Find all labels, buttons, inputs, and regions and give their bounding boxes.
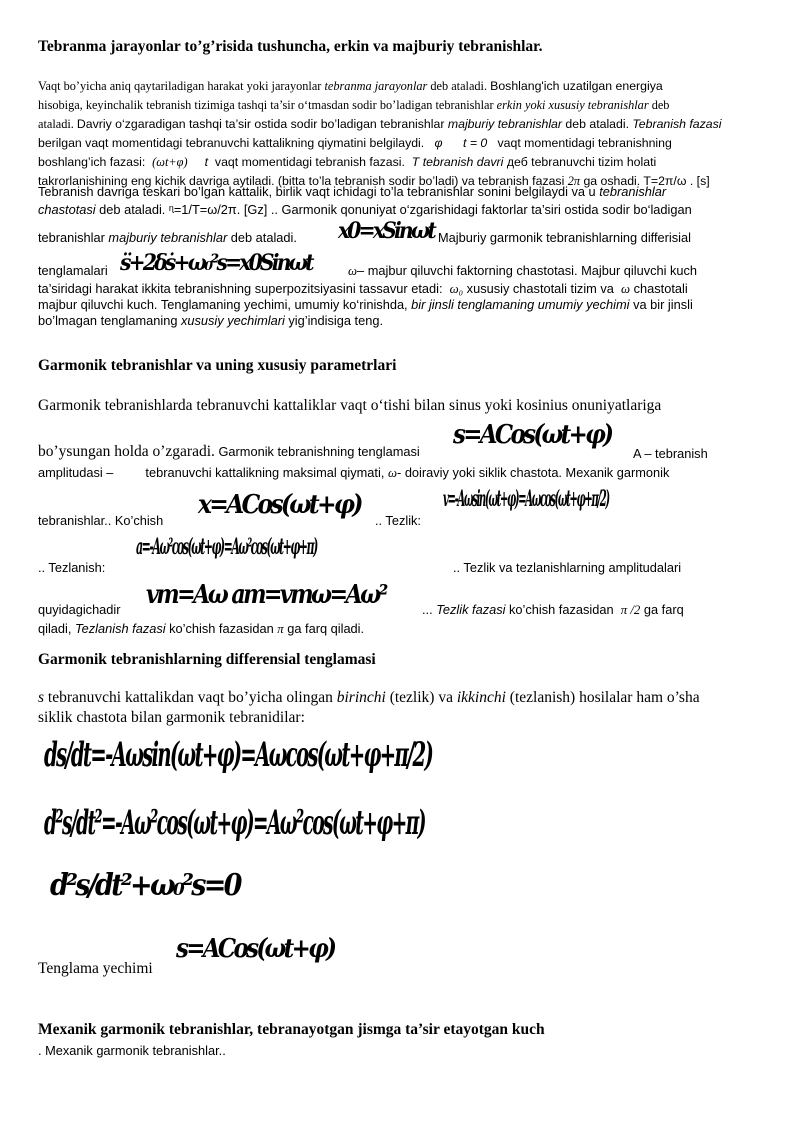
paragraph-line: .. Tezlik va tezlanishlarning amplitudalari — [453, 560, 682, 575]
force-formula: x0=xSinωt — [338, 218, 434, 244]
velocity-formula: v=-Aωsin(ωt+φ)=Aωcos(ωt+φ+π/2) — [443, 486, 609, 512]
acceleration-formula: a=-Aω²cos(ωt+φ)=Aω²cos(ωt+φ+π) — [136, 534, 317, 560]
paragraph-line: takrorlanishining eng kichik davriga aytiladi. (bitta to’la tebranish sodir bo’ladi) va tebranish fazasi 2π ga oshadi. T=2π/ω . [s] — [38, 174, 710, 188]
paragraph-line: Garmonik tebranishlarda tebranuvchi kattaliklar vaqt o‘tishi bilan sinus yoki kosinius onuniyatlariga — [38, 397, 662, 414]
paragraph-line: quyidagichadir — [38, 602, 121, 617]
paragraph-line: Majburiy garmonik tebranishlarning differisial — [438, 230, 691, 245]
paragraph-line: ω– majbur qiluvchi faktorning chastotasi. Majbur qiluvchi kuch — [348, 263, 698, 278]
paragraph-line: hisobiga, keyinchalik tebranish tizimiga tashqi ta’sir o‘tmasdan sodir bo’ladigan tebranishlar erkin yoki xususiy tebranishlar deb — [38, 98, 670, 112]
first-derivative-formula: ds/dt=-Aωsin(ωt+φ)=Aωcos(ωt+φ+π/2) — [44, 735, 433, 775]
paragraph-line: .. Tezlik: — [375, 513, 421, 528]
paragraph-line: ... Tezlik fazasi ko’chish fazasidan π /2 ga farq — [422, 602, 684, 617]
paragraph-line: s tebranuvchi kattalikdan vaqt bo’yicha olingan birinchi (tezlik) va ikkinchi (tezlanish) hosilalar ham o’sha — [38, 689, 700, 706]
paragraph-line: qiladi, Tezlanish fazasi ko’chish fazasidan π ga farq qiladi. — [38, 621, 365, 636]
paragraph-line: chastotasi deb ataladi. ᶯ=1/T=ω/2π. [Gz] .. Garmonik qonuniyat o‘zgarishidagi faktorlar ta’siri ostida sodir bo‘ladigan — [38, 202, 692, 217]
section-title-2: Garmonik tebranishlar va uning xususiy parametrlari — [38, 357, 397, 374]
paragraph-line: . Mexanik garmonik tebranishlar.. — [38, 1043, 226, 1058]
paragraph-line: majbur qiluvchi kuch. Tenglamaning yechimi, umumiy ko‘rinishda, bir jinsli tenglamaning umumiy yechimi va bir jinsli — [38, 297, 693, 312]
paragraph-line: berilgan vaqt momentidagi tebranuvchi kattalikning qiymatini belgilaydi. φ t = 0 vaqt momentidagi tebranishning — [38, 136, 672, 150]
amplitude-label: A – tebranish — [633, 446, 708, 461]
paragraph-line: amplitudasi – tebranuvchi kattalikning maksimal qiymati, ω- doiraviy yoki siklik chastota. Mexanik garmonik — [38, 465, 670, 480]
paragraph-line — [633, 446, 708, 461]
section-title-4: Mexanik garmonik tebranishlar, tebranayotgan jismga ta’sir etayotgan kuch — [38, 1021, 545, 1038]
solution-formula: s=ACos(ωt+φ) — [176, 934, 335, 964]
paragraph-line: ataladi. Davriy o‘zgaradigan tashqi ta’sir ostida sodir bo’ladigan tebranishlar majburiy tebranishlar deb ataladi. Tebranish fazasi — [38, 117, 722, 131]
paragraph-line: bo’lmagan tenglamaning xususiy yechimlari yig’indisiga teng. — [38, 313, 383, 328]
paragraph-line: Tebranish davriga teskari bo’lgan kattalik, birlik vaqt ichidagi to’la tebranishlar sonini belgilaydi va u tebranishlar — [38, 184, 667, 199]
amplitudes-formula: vm=Aω am=vmω=Aω² — [146, 580, 386, 610]
forced-diff-formula: s̈+2δṡ+ω₀²s=x0Sinωt — [120, 250, 312, 276]
paragraph-line: tenglamalari — [38, 263, 108, 278]
paragraph-line: ta’siridagi harakat ikkita tebranishning superpozitsiyasini tassavur etadi: ω₀ xususiy chastotali tizim va ω chastotali — [38, 281, 688, 296]
differential-equation-formula: d²s/dt²+ω₀²s=0 — [50, 868, 240, 903]
section-title-1: Tebranma jarayonlar to’g’risida tushuncha, erkin va majburiy tebranishlar. — [38, 38, 543, 55]
section-title-3: Garmonik tebranishlarning differensial tenglamasi — [38, 651, 376, 668]
paragraph-line: .. Tezlanish: — [38, 560, 106, 575]
harmonic-formula: s=ACos(ωt+φ) — [453, 420, 612, 450]
paragraph-line: tebranishlar majburiy tebranishlar deb ataladi. — [38, 230, 297, 245]
displacement-formula: x=ACos(ωt+φ) — [198, 490, 361, 520]
paragraph-line: Tenglama yechimi — [38, 960, 153, 977]
paragraph-line: boshlang’ich fazasi: (ωt+φ) t vaqt momentidagi tebranish fazasi. T tebranish davri деб tebranuvchi tizim holati — [38, 155, 657, 169]
paragraph-line: bo’ysungan holda o’zgaradi. Garmonik tebranishning tenglamasi — [38, 443, 420, 460]
second-derivative-formula: d²s/dt²=-Aω²cos(ωt+φ)=Aω²cos(ωt+φ+π) — [44, 803, 425, 843]
paragraph-line: tebranishlar.. Ko’chish — [38, 513, 164, 528]
paragraph-line: Vaqt bo’yicha aniq qaytariladigan harakat yoki jarayonlar tebranma jarayonlar deb ataladi. Boshlang'ich uzatilgan energiya — [38, 79, 663, 93]
paragraph-line: siklik chastota bilan garmonik tebranidilar: — [38, 709, 305, 726]
